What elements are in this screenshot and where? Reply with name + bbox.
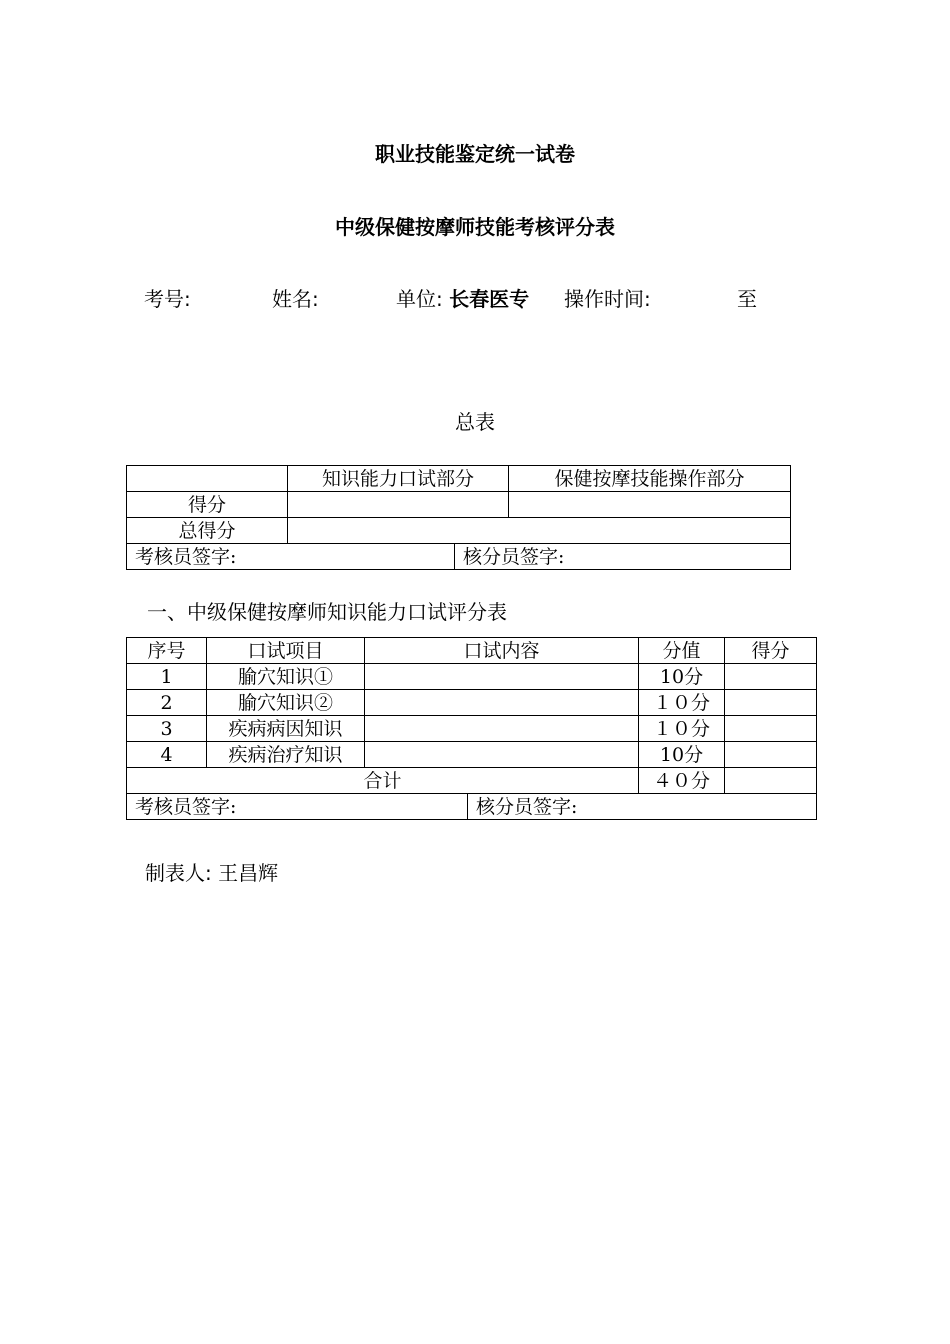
oral-exam-table xyxy=(126,637,817,820)
summary-corner-cell xyxy=(127,466,288,492)
summary-score-label: 得分 xyxy=(127,492,288,518)
row-points: 10分 xyxy=(639,664,725,690)
row-no: 1 xyxy=(127,664,207,690)
to-label: 至 xyxy=(737,287,757,311)
summary-skill-score-cell[interactable] xyxy=(509,492,791,518)
document-subtitle: 中级保健按摩师技能考核评分表 xyxy=(335,215,615,239)
table-row xyxy=(127,742,817,768)
summary-heading: 总表 xyxy=(455,410,495,434)
summary-score-row xyxy=(127,492,791,518)
summary-header-row xyxy=(127,466,791,492)
row-content[interactable] xyxy=(365,716,639,742)
exam-number-label: 考号: xyxy=(144,287,191,311)
oral-header-row xyxy=(127,638,817,664)
document-title: 职业技能鉴定统一试卷 xyxy=(375,142,575,166)
row-score[interactable] xyxy=(725,742,817,768)
unit-label: 单位: xyxy=(396,287,443,311)
row-score[interactable] xyxy=(725,690,817,716)
operation-time-label: 操作时间: xyxy=(564,287,651,311)
summary-table xyxy=(126,465,791,570)
oral-sign-row xyxy=(127,794,817,820)
header-score: 得分 xyxy=(725,638,817,664)
row-item: 腧穴知识② xyxy=(207,690,365,716)
header-no: 序号 xyxy=(127,638,207,664)
row-score[interactable] xyxy=(725,716,817,742)
summary-sign-row xyxy=(127,544,791,570)
row-content[interactable] xyxy=(365,742,639,768)
header-item: 口试项目 xyxy=(207,638,365,664)
table-row xyxy=(127,690,817,716)
row-content[interactable] xyxy=(365,690,639,716)
header-points: 分值 xyxy=(639,638,725,664)
summary-examiner-sign[interactable]: 考核员签字: xyxy=(127,544,455,570)
unit-value: 长春医专 xyxy=(449,287,530,311)
summary-knowledge-score-cell[interactable] xyxy=(288,492,509,518)
summary-total-row xyxy=(127,518,791,544)
oral-examiner-sign[interactable]: 考核员签字: xyxy=(127,794,468,820)
row-item: 疾病治疗知识 xyxy=(207,742,365,768)
row-no: 3 xyxy=(127,716,207,742)
summary-total-label: 总得分 xyxy=(127,518,288,544)
table-row xyxy=(127,716,817,742)
summary-col-skill: 保健按摩技能操作部分 xyxy=(509,466,791,492)
row-points: １０分 xyxy=(639,716,725,742)
oral-scorer-sign[interactable]: 核分员签字: xyxy=(468,794,817,820)
total-score-cell[interactable] xyxy=(725,768,817,794)
section1-heading: 一、中级保健按摩师知识能力口试评分表 xyxy=(147,600,507,624)
oral-total-row xyxy=(127,768,817,794)
row-score[interactable] xyxy=(725,664,817,690)
row-points: 10分 xyxy=(639,742,725,768)
row-item: 疾病病因知识 xyxy=(207,716,365,742)
row-points: １０分 xyxy=(639,690,725,716)
row-no: 2 xyxy=(127,690,207,716)
summary-col-knowledge: 知识能力口试部分 xyxy=(288,466,509,492)
summary-scorer-sign[interactable]: 核分员签字: xyxy=(455,544,791,570)
name-label: 姓名: xyxy=(272,287,319,311)
row-item: 腧穴知识① xyxy=(207,664,365,690)
total-points: ４０分 xyxy=(639,768,725,794)
table-maker: 制表人: 王昌辉 xyxy=(145,861,279,885)
unit-field xyxy=(396,283,529,312)
row-no: 4 xyxy=(127,742,207,768)
table-row xyxy=(127,664,817,690)
header-content: 口试内容 xyxy=(365,638,639,664)
total-label: 合计 xyxy=(127,768,639,794)
summary-total-score-cell[interactable] xyxy=(288,518,791,544)
row-content[interactable] xyxy=(365,664,639,690)
